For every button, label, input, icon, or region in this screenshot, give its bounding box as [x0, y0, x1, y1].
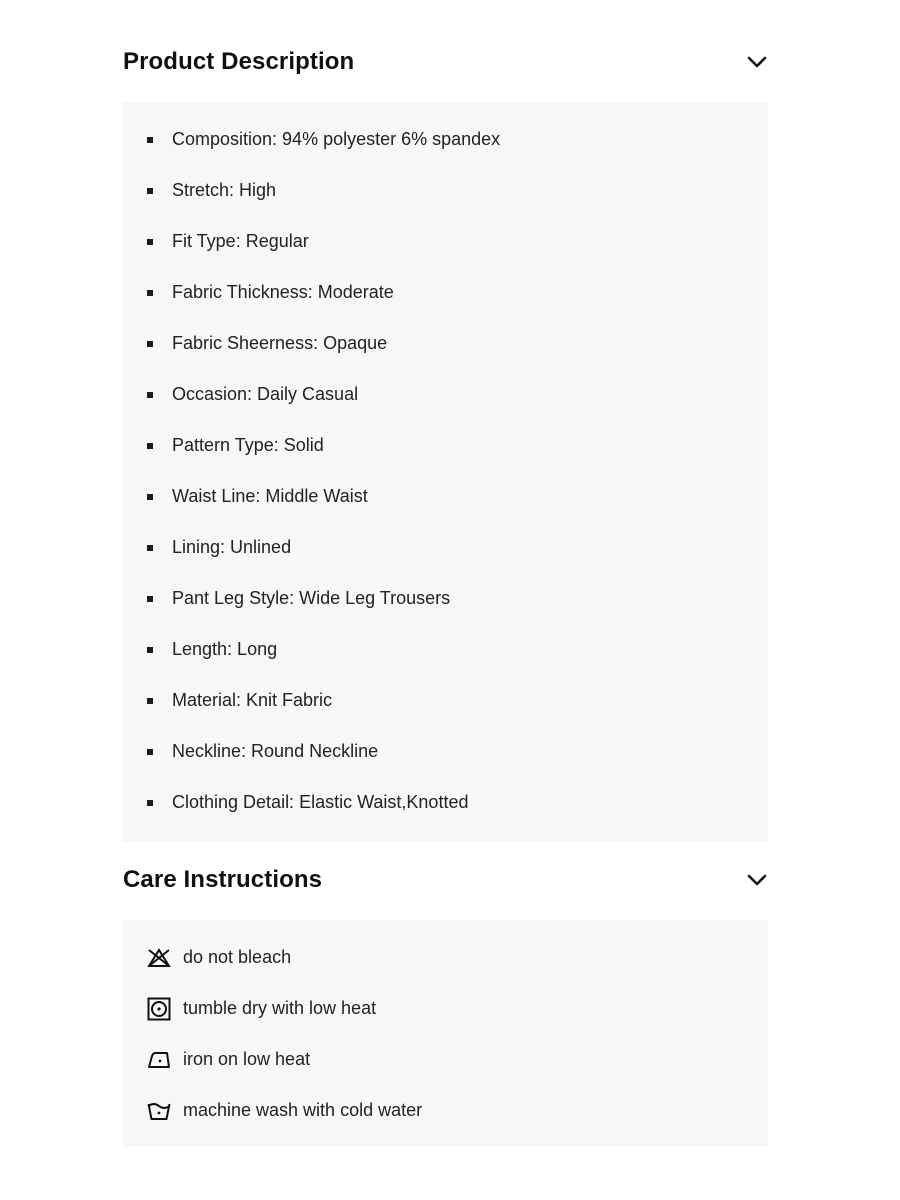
bullet: [147, 596, 153, 602]
item-text: Fit Type: Regular: [172, 231, 309, 251]
care-label: iron on low heat: [183, 1049, 311, 1069]
bullet: [147, 392, 153, 398]
machine-wash-cold-icon: [147, 1099, 171, 1123]
do-not-bleach-icon: [147, 946, 171, 970]
care-label: machine wash with cold water: [183, 1100, 423, 1120]
item-text: Pant Leg Style: Wide Leg Trousers: [172, 588, 451, 608]
bullet: [147, 137, 153, 143]
item-text: Fabric Thickness: Moderate: [172, 282, 394, 302]
item-text: Fabric Sheerness: Opaque: [172, 333, 388, 353]
list-item: [123, 267, 768, 318]
item-text: Pattern Type: Solid: [172, 435, 324, 455]
bullet: [147, 494, 153, 500]
tumble-dry-low-icon: [147, 997, 171, 1021]
list-item: [123, 216, 768, 267]
list-item: [123, 369, 768, 420]
bullet: [147, 290, 153, 296]
item-text: Waist Line: Middle Waist: [172, 486, 368, 506]
bullet: [147, 698, 153, 704]
bullet: [147, 443, 153, 449]
item-text: Clothing Detail: Elastic Waist,Knotted: [172, 792, 469, 812]
bullet: [147, 800, 153, 806]
product-details: [123, 0, 768, 1147]
care-instructions-header[interactable]: [123, 849, 768, 911]
list-item: [123, 675, 768, 726]
bullet: [147, 545, 153, 551]
item-text: Length: Long: [172, 639, 278, 659]
list-item: [123, 932, 768, 983]
list-item: [123, 573, 768, 624]
chevron-down-icon[interactable]: [746, 51, 768, 73]
product-description-list: [123, 102, 768, 842]
list-item: [123, 420, 768, 471]
product-description-title: Product Description: [123, 48, 355, 75]
bullet: [147, 239, 153, 245]
list-item: [123, 983, 768, 1034]
item-text: Occasion: Daily Casual: [172, 384, 359, 404]
iron-low-icon: [147, 1048, 171, 1072]
list-item: [123, 726, 768, 777]
bullet: [147, 749, 153, 755]
item-text: Stretch: High: [172, 180, 277, 200]
list-item: [123, 522, 768, 573]
care-instructions-list: [123, 920, 768, 1147]
bullet: [147, 341, 153, 347]
list-item: [123, 165, 768, 216]
list-item: [123, 114, 768, 165]
care-label: tumble dry with low heat: [183, 998, 377, 1018]
item-text: Material: Knit Fabric: [172, 690, 333, 710]
item-text: Lining: Unlined: [172, 537, 292, 557]
bullet: [147, 188, 153, 194]
chevron-down-icon[interactable]: [746, 869, 768, 891]
item-text: Composition: 94% polyester 6% spandex: [172, 129, 501, 149]
list-item: [123, 471, 768, 522]
list-item: [123, 1085, 768, 1136]
bullet: [147, 647, 153, 653]
product-description-panel: [123, 102, 768, 842]
product-description-header[interactable]: [123, 31, 768, 93]
care-instructions-title: Care Instructions: [123, 866, 323, 893]
list-item: [123, 318, 768, 369]
care-label: do not bleach: [183, 947, 292, 967]
list-item: [123, 1034, 768, 1085]
care-instructions-panel: [123, 920, 768, 1147]
item-text: Neckline: Round Neckline: [172, 741, 379, 761]
list-item: [123, 777, 768, 828]
list-item: [123, 624, 768, 675]
